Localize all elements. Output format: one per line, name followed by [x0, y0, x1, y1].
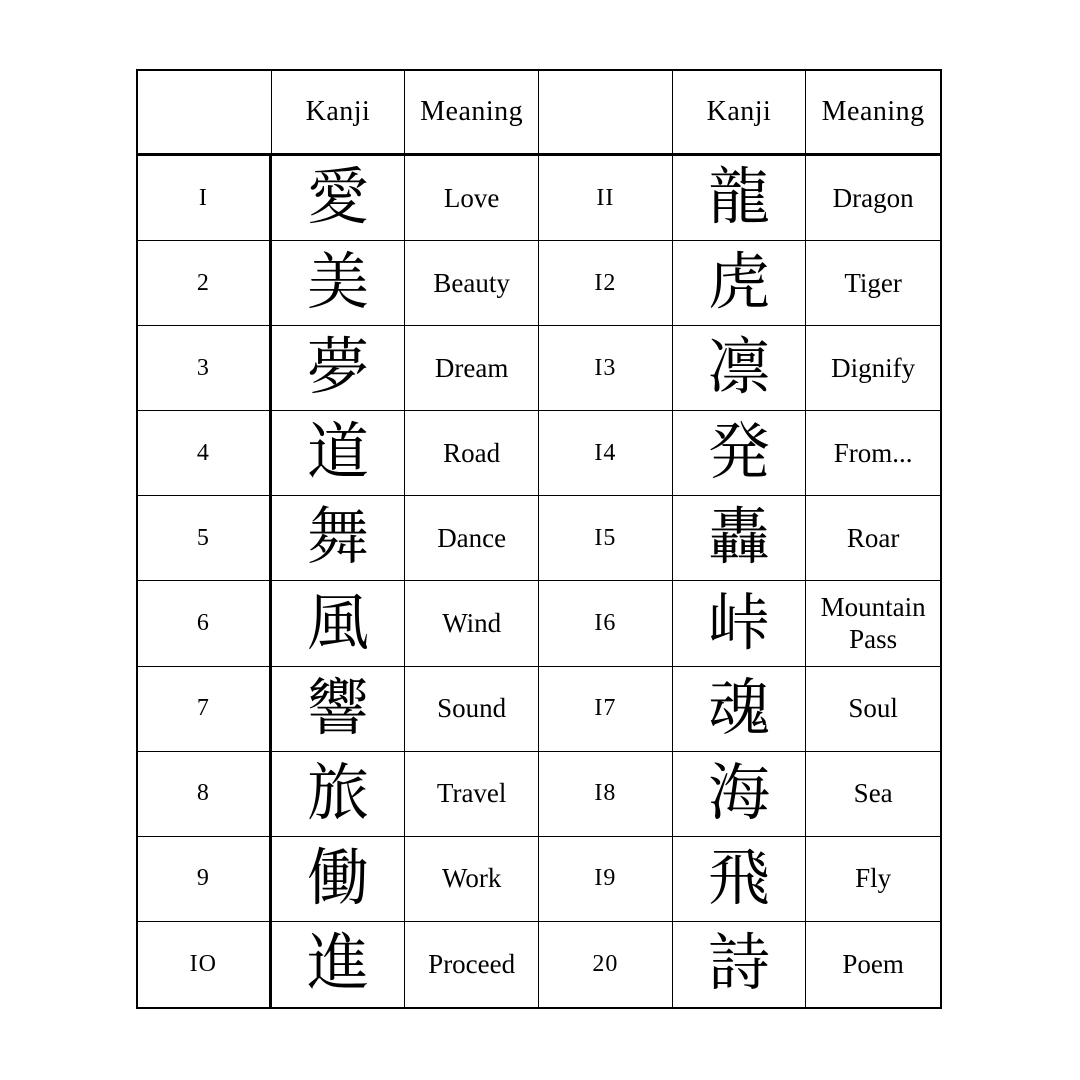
kanji-glyph: 愛: [306, 164, 369, 233]
meaning-label: Travel: [436, 778, 507, 809]
kanji-cell: [673, 156, 807, 241]
row-number: I9: [594, 865, 617, 892]
meaning-cell: [806, 752, 940, 837]
meaning-cell: [806, 667, 940, 752]
meaning-label: Dance: [437, 522, 507, 553]
kanji-glyph: 響: [306, 674, 369, 743]
kanji-cell: [272, 837, 406, 922]
kanji-glyph: 発: [707, 419, 770, 488]
row-number-cell: [138, 496, 272, 581]
kanji-glyph: 虎: [707, 249, 770, 318]
kanji-glyph: 道: [306, 419, 369, 488]
kanji-cell: [673, 667, 807, 752]
row-number-cell: [539, 241, 673, 326]
kanji-cell: [272, 922, 406, 1007]
row-number: I2: [594, 269, 617, 296]
kanji-cell: [673, 241, 807, 326]
row-number: I: [198, 184, 208, 211]
row-number-cell: [539, 667, 673, 752]
kanji-glyph: 風: [306, 589, 369, 658]
kanji-glyph: 峠: [707, 589, 770, 658]
meaning-cell: [405, 667, 539, 752]
row-number-cell: [138, 922, 272, 1007]
kanji-cell: [272, 581, 406, 666]
meaning-label: Wind: [442, 608, 502, 639]
row-number: I5: [594, 524, 617, 551]
meaning-cell: [806, 837, 940, 922]
kanji-cell: [272, 326, 406, 411]
meaning-label: Soul: [848, 693, 898, 724]
kanji-cell: [673, 922, 807, 1007]
meaning-label: Poem: [842, 948, 904, 979]
kanji-table: [136, 69, 942, 1009]
kanji-cell: [272, 496, 406, 581]
kanji-glyph: 夢: [306, 334, 369, 403]
row-number-cell: [539, 496, 673, 581]
meaning-cell: [806, 156, 940, 241]
row-number: I3: [594, 354, 617, 381]
meaning-cell: [405, 752, 539, 837]
row-number-cell: [539, 411, 673, 496]
meaning-cell: [405, 496, 539, 581]
header-blank-right: [539, 71, 673, 156]
kanji-cell: [673, 752, 807, 837]
row-number: 9: [196, 865, 210, 892]
kanji-glyph: 海: [707, 759, 770, 828]
row-number: 7: [196, 695, 210, 722]
kanji-glyph: 魂: [707, 674, 770, 743]
row-number-cell: [138, 156, 272, 241]
row-number-cell: [138, 837, 272, 922]
kanji-cell: [673, 496, 807, 581]
kanji-glyph: 詩: [707, 930, 770, 999]
meaning-cell: [806, 411, 940, 496]
header-label: Meaning: [821, 96, 925, 127]
kanji-glyph: 舞: [306, 504, 369, 573]
row-number: 20: [592, 950, 619, 977]
meaning-label: Beauty: [433, 267, 510, 298]
row-number-cell: [539, 922, 673, 1007]
kanji-glyph: 進: [306, 930, 369, 999]
row-number-cell: [138, 411, 272, 496]
row-number-cell: [138, 241, 272, 326]
kanji-glyph: 働: [306, 844, 369, 913]
meaning-label: Dignify: [831, 352, 916, 383]
header-label: Meaning: [420, 96, 524, 127]
meaning-cell: [806, 326, 940, 411]
meaning-label: Sea: [853, 778, 893, 809]
row-number: 5: [196, 524, 210, 551]
meaning-cell: [806, 581, 940, 666]
kanji-cell: [673, 837, 807, 922]
meaning-cell: [405, 837, 539, 922]
meaning-label: Dragon: [832, 182, 914, 213]
kanji-cell: [272, 752, 406, 837]
row-number: 3: [196, 354, 210, 381]
row-number: 8: [196, 780, 210, 807]
kanji-glyph: 轟: [707, 504, 770, 573]
meaning-cell: [405, 156, 539, 241]
meaning-cell: [405, 581, 539, 666]
header-meaning-right: [806, 71, 940, 156]
meaning-label: Love: [443, 182, 500, 213]
header-kanji-right: [673, 71, 807, 156]
meaning-label: Proceed: [428, 948, 516, 979]
kanji-glyph: 龍: [707, 164, 770, 233]
meaning-label: Mountain Pass: [820, 592, 926, 654]
row-number: IO: [189, 950, 217, 977]
kanji-glyph: 美: [306, 249, 369, 318]
kanji-cell: [272, 667, 406, 752]
row-number-cell: [539, 156, 673, 241]
row-number: I7: [594, 695, 617, 722]
row-number-cell: [138, 581, 272, 666]
header-label: Kanji: [706, 96, 772, 127]
meaning-label: Roar: [846, 522, 900, 553]
kanji-glyph: 旅: [306, 759, 369, 828]
kanji-glyph: 凛: [707, 334, 770, 403]
kanji-cell: [673, 581, 807, 666]
kanji-glyph: 飛: [707, 844, 770, 913]
meaning-cell: [405, 326, 539, 411]
row-number-cell: [138, 667, 272, 752]
row-number: I6: [594, 610, 617, 637]
meaning-label: Sound: [437, 693, 507, 724]
meaning-cell: [405, 922, 539, 1007]
kanji-cell: [673, 326, 807, 411]
row-number-cell: [539, 581, 673, 666]
header-blank-left: [138, 71, 272, 156]
meaning-label: Road: [443, 437, 501, 468]
row-number-cell: [539, 837, 673, 922]
kanji-cell: [272, 241, 406, 326]
meaning-label: Work: [442, 863, 502, 894]
meaning-cell: [405, 241, 539, 326]
meaning-cell: [405, 411, 539, 496]
meaning-label: From...: [833, 437, 913, 468]
meaning-label: Tiger: [844, 267, 902, 298]
header-kanji-left: [272, 71, 406, 156]
row-number: II: [596, 184, 615, 211]
meaning-cell: [806, 922, 940, 1007]
meaning-cell: [806, 496, 940, 581]
meaning-label: Dream: [434, 352, 509, 383]
row-number: I8: [594, 780, 617, 807]
header-label: Kanji: [305, 96, 371, 127]
row-number-cell: [539, 752, 673, 837]
row-number: 4: [196, 439, 210, 466]
meaning-cell: [806, 241, 940, 326]
header-meaning-left: [405, 71, 539, 156]
row-number-cell: [138, 752, 272, 837]
kanji-cell: [272, 411, 406, 496]
row-number: I4: [594, 439, 617, 466]
kanji-cell: [673, 411, 807, 496]
meaning-label: Fly: [855, 863, 892, 894]
row-number-cell: [138, 326, 272, 411]
row-number: 2: [196, 269, 210, 296]
row-number: 6: [196, 610, 210, 637]
row-number-cell: [539, 326, 673, 411]
kanji-cell: [272, 156, 406, 241]
